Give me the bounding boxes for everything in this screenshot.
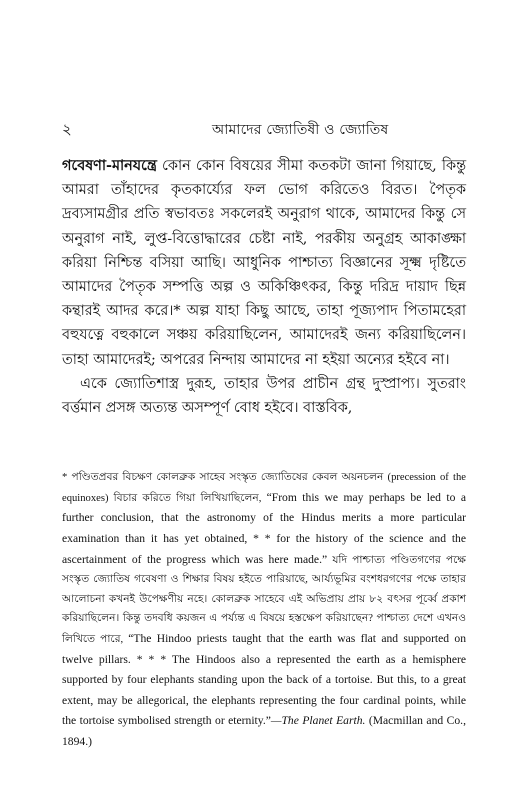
footnote [62,468,466,752]
paragraph-2: একে জ্যোতিশাস্ত্র দুরূহ, তাহার উপর প্রাচীন গ্রন্থ দুস্প্রাপ্য। সুতরাং বর্ত্তমান প্রসঙ্গ অত্যন্ত অসম্পূর্ণ বোধ হইবে। বাস্তবিক, [62,375,466,417]
footnote-quote-1: “From this we may perhaps be led to a further conclusion, that the astronomy of the Hindus merits a more particular examination than it has yet obtained, * * for the history of the science and the ascertainment of the progress which was here made.” [62,490,467,566]
footnote-source-title: The Planet Earth. [281,714,366,728]
footnote-dash: — [270,716,282,728]
running-title: আমাদের জ্যোতিষী ও জ্যোতিষ [212,122,389,138]
main-text [62,154,466,420]
footnote-block [62,468,466,752]
page-number: ২ [62,120,72,138]
footnote-part-2: যদি পাশ্চাত্য পণ্ডিতগণের পক্ষে সংস্কৃত জ্যোতিষ গবেষণা ও শিক্ষার বিষয় হইতে পারিয়াছে, আর্য্যভূমির বংশধরগণের পক্ষে তাহার আলোচনা কখনই উপেক্ষণীয় নহে। কোলব্রুক সাহেবে এই অভিপ্রায় প্রায় ৮২ বৎসর পূর্ব্বে প্রকাশ করিয়াছিলেন। কিন্তু তদবধি কয়জন এ পর্য্যন্ত এ বিষয়ে হস্তক্ষেপ করিয়াছেন? পাশ্চাত্য দেশে এখনও লিখিতে পারে, [62,554,467,645]
page-header [62,118,466,140]
paragraph-1 [62,154,466,372]
footnote-quote-2: “The Hindoo priests taught that the earth was flat and supported on twelve pillars. * * * The Hindoos also a represented the earth as a hemisphere supported by four elephants standing upon the back of a tortoise. But this, to a great extent, may be allegorical, the elephants representing the four cardinal points, while the tortoise symbolised strength or eternity.” [62,631,466,728]
footnote-part-1: * পণ্ডিতপ্রবর বিচক্ষণ কোলব্রুক সাহেব সংস্কৃত জ্যোতিষের কেবল অয়নচলন (precession of the equinoxes) বিচার করিতে গিয়া লিখিয়াছিলেন, [62,472,466,504]
footnote-source-publisher: (Macmillan and Co., 1894.) [62,714,466,748]
paragraph-1-text: কোন কোন বিষয়ের সীমা কতকটা জানা গিয়াছে, কিন্তু আমরা তাঁহাদের কৃতকার্য্যের ফল ভোগ করিতেও বিরত। পৈতৃক দ্রব্যসামগ্রীর প্রতি স্বভাবতঃ সকলেরই অনুরাগ থাকে, আমাদের কিন্তু সে অনুরাগ নাই, লুপ্ত-বিত্তোদ্ধারের চেষ্টা নাই, পরকীয় অনুগ্রহ আকাঙ্ক্ষা করিয়া নিশ্চিন্ত বসিয়া আছি। আধুনিক পাশ্চাত্য বিজ্ঞানের সূক্ষ্ম দৃষ্টিতে আমাদের পৈতৃক সম্পত্তি অল্প ও অকিঞ্চিৎকর, কিন্তু দরিদ্র দায়াদ ছিন্ন কন্থারই আদর করে।* অল্প যাহা কিছু আছে, তাহা পূজ্যপাদ পিতামহেরা বহুযত্নে বহুকালে সঞ্চয় করিয়াছিলেন, আমাদেরই জন্য করিয়াছিলেন। তাহা আমাদেরই; অপরের নিন্দায় আমাদের না হইয়া অন্যের হইবে না। [62,158,466,368]
paragraph-1-lead: গবেষণা-মানযন্ত্রে [62,157,157,174]
